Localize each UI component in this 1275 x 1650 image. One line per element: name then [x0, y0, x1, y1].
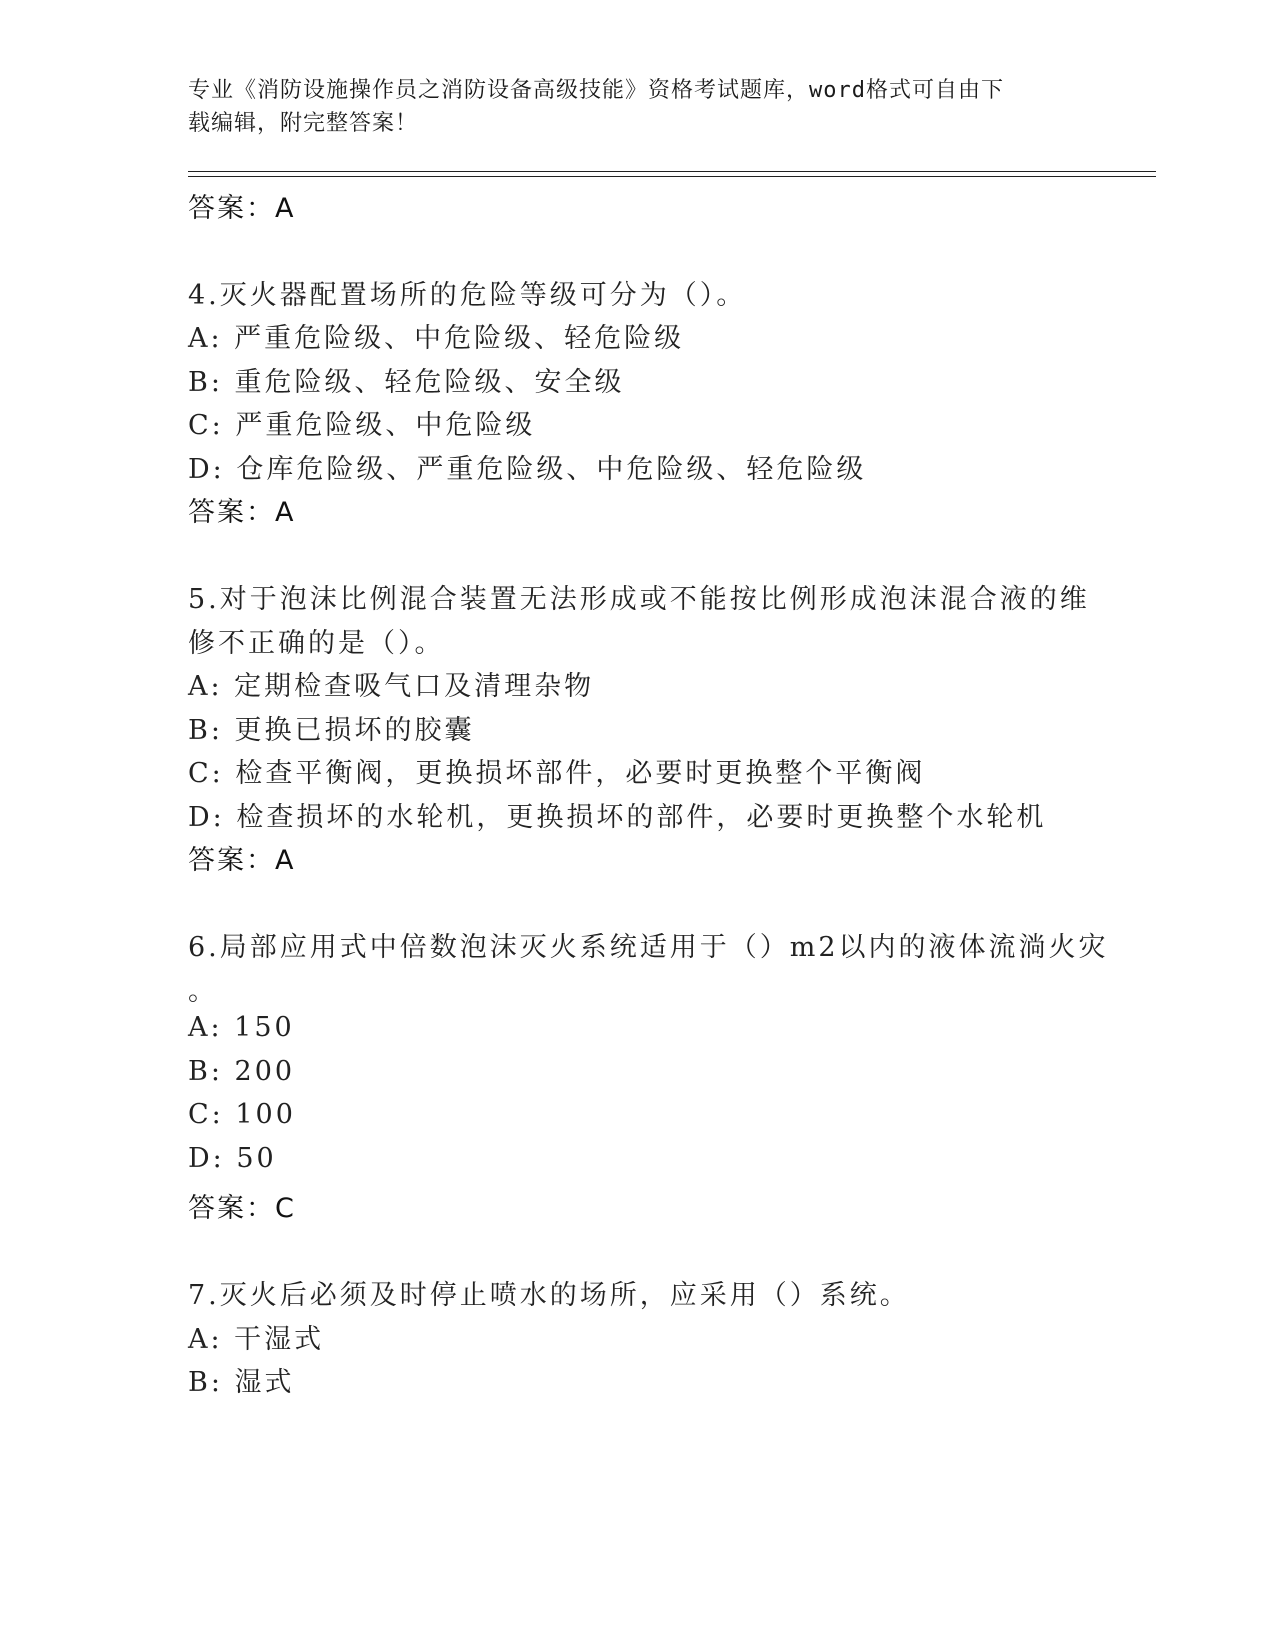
option-b: B: 200 [188, 1056, 296, 1087]
option-d: D: 仓库危险级、严重危险级、中危险级、轻危险级 [188, 454, 867, 485]
question-stem: 5.对于泡沫比例混合装置无法形成或不能按比例形成泡沫混合液的维 [188, 584, 1090, 615]
option-b: B: 湿式 [188, 1367, 295, 1398]
answer-label: 答案：A [188, 497, 296, 528]
question-stem: 6.局部应用式中倍数泡沫灭火系统适用于（）m2以内的液体流淌火灾 [188, 932, 1109, 963]
answer-label: 答案：C [188, 1193, 296, 1224]
option-c: C: 检查平衡阀，更换损坏部件，必要时更换整个平衡阀 [188, 758, 926, 789]
document-header [188, 74, 1068, 140]
answer-label: 答案：A [188, 193, 296, 224]
option-a: A: 干湿式 [188, 1324, 325, 1355]
question-stem: 7.灭火后必须及时停止喷水的场所，应采用（）系统。 [188, 1280, 910, 1311]
option-b: B: 重危险级、轻危险级、安全级 [188, 367, 625, 398]
question-stem-continued: 修不正确的是（）。 [188, 628, 445, 659]
header-intro-line-1: 专业《消防设施操作员之消防设备高级技能》资格考试题库，word格式可自由下 [188, 78, 1004, 103]
option-d: D: 50 [188, 1143, 277, 1174]
option-b: B: 更换已损坏的胶囊 [188, 715, 475, 746]
option-d: D: 检查损坏的水轮机，更换损坏的部件，必要时更换整个水轮机 [188, 802, 1047, 833]
option-c: C: 严重危险级、中危险级 [188, 410, 536, 441]
option-a: A: 定期检查吸气口及清理杂物 [188, 671, 595, 702]
answer-label: 答案：A [188, 845, 296, 876]
option-a: A: 严重危险级、中危险级、轻危险级 [188, 323, 685, 354]
option-a: A: 150 [188, 1012, 295, 1043]
header-divider-top [188, 171, 1156, 172]
question-stem: 4.灭火器配置场所的危险等级可分为（）。 [188, 280, 747, 311]
question-stem-continued: 。 [188, 976, 218, 1007]
option-c: C: 100 [188, 1099, 296, 1130]
header-divider-bottom [188, 176, 1156, 177]
header-intro-line-2: 载编辑，附完整答案！ [188, 111, 419, 136]
